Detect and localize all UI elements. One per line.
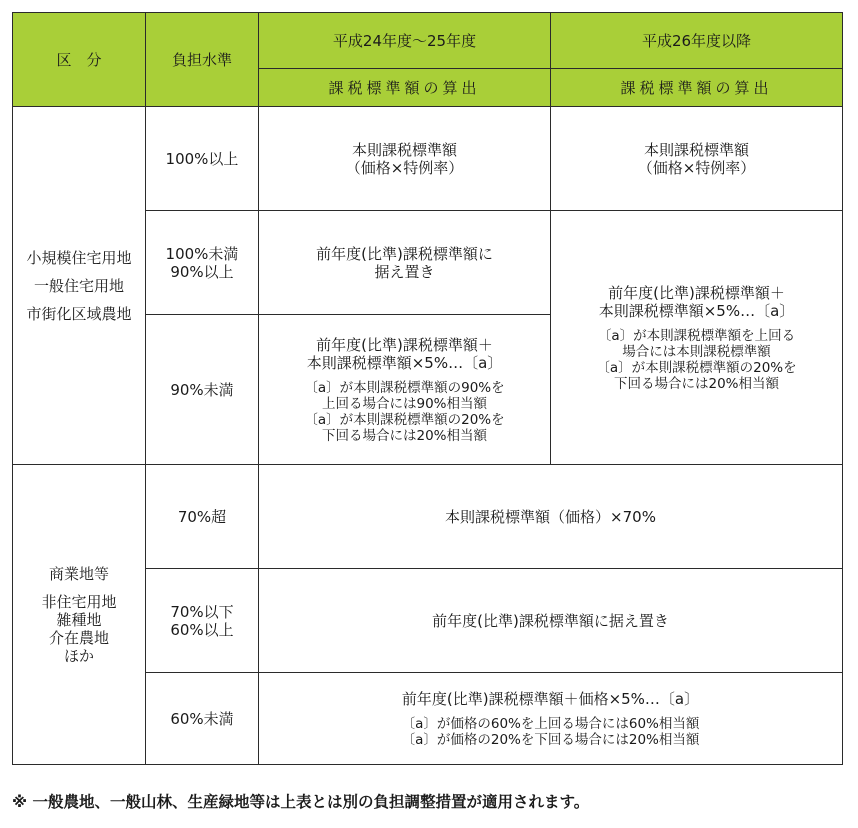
calc-text: 据え置き <box>374 262 435 281</box>
calc-note: 場合には本則課税標準額 <box>622 343 771 360</box>
burden-level-text: 90%未満 <box>170 380 234 399</box>
burden-level-cell <box>146 107 259 211</box>
calc-text: （価格×特例率） <box>345 158 464 177</box>
commercial-label: 介在農地 <box>48 628 109 647</box>
header-category-text: 区 分 <box>56 50 102 69</box>
calc-cell-p2-merged <box>551 211 843 465</box>
commercial-label: 商業地等 <box>48 564 109 583</box>
calc-text: （価格×特例率） <box>637 158 756 177</box>
calc-text: 本則課税標準額×5%…〔a〕 <box>598 301 795 320</box>
calc-text: 本則課税標準額 <box>643 140 749 159</box>
burden-level-cell <box>146 465 259 569</box>
header-category <box>13 13 146 107</box>
header-period-1 <box>259 13 551 69</box>
calc-cell-merged <box>259 673 843 765</box>
calc-note: 〔a〕が本則課税標準額の20%を <box>304 411 505 428</box>
calc-note: 〔a〕が本則課税標準額の20%を <box>596 359 797 376</box>
calc-cell-merged <box>259 465 843 569</box>
residential-category-cell <box>13 107 146 465</box>
calc-text: 前年度(比準)課税標準額＋価格×5%…〔a〕 <box>401 689 700 708</box>
calc-cell-merged <box>259 569 843 673</box>
residential-label: 小規模住宅用地 <box>26 248 132 267</box>
header-calc-2-text: 課税標準額の算出 <box>620 78 773 97</box>
burden-level-text: 100%以上 <box>165 149 239 168</box>
calc-note: 上回る場合には90%相当額 <box>321 395 487 412</box>
spacer <box>13 583 145 593</box>
residential-label: 一般住宅用地 <box>33 276 124 295</box>
burden-level-cell <box>146 315 259 465</box>
calc-text: 本則課税標準額×5%…〔a〕 <box>306 353 503 372</box>
commercial-label: 非住宅用地 <box>41 592 117 611</box>
calc-cell-p2 <box>551 107 843 211</box>
calc-text: 前年度(比準)課税標準額＋ <box>608 283 785 302</box>
header-period-1-text: 平成24年度～25年度 <box>332 31 477 50</box>
header-calc-1 <box>259 69 551 107</box>
calc-note: 〔a〕が価格の60%を上回る場合には60%相当額 <box>401 715 700 732</box>
calc-cell-p1 <box>259 107 551 211</box>
calc-text: 本則課税標準額 <box>351 140 457 159</box>
burden-level-text: 70%超 <box>177 507 227 526</box>
header-burden-level-text: 負担水準 <box>171 50 232 69</box>
burden-level-text: 70%以下 <box>170 602 234 621</box>
header-period-2 <box>551 13 843 69</box>
calc-note: 〔a〕が本則課税標準額の90%を <box>304 379 505 396</box>
commercial-category-cell <box>13 465 146 765</box>
commercial-label: ほか <box>63 646 94 665</box>
spacer <box>551 320 842 328</box>
burden-level-cell <box>146 673 259 765</box>
calc-text: 前年度(比準)課税標準額に据え置き <box>432 611 669 630</box>
spacer <box>259 372 550 380</box>
header-calc-2 <box>551 69 843 107</box>
commercial-label: 雑種地 <box>56 610 102 629</box>
burden-level-text: 60%未満 <box>170 709 234 728</box>
calc-text: 前年度(比準)課税標準額に <box>316 244 493 263</box>
header-calc-1-text: 課税標準額の算出 <box>328 78 481 97</box>
header-burden-level <box>146 13 259 107</box>
spacer <box>13 267 145 277</box>
spacer <box>13 295 145 305</box>
calc-note: 〔a〕が本則課税標準額を上回る <box>597 327 796 344</box>
residential-label: 市街化区域農地 <box>26 304 132 323</box>
burden-level-text: 60%以上 <box>170 620 234 639</box>
calc-note: 下回る場合には20%相当額 <box>613 375 779 392</box>
burden-level-text: 100%未満 <box>165 244 239 263</box>
spacer <box>259 708 842 716</box>
header-period-2-text: 平成26年度以降 <box>641 31 752 50</box>
burden-level-cell <box>146 211 259 315</box>
footnote: ※ 一般農地、一般山林、生産緑地等は上表とは別の負担調整措置が適用されます。 <box>12 793 590 811</box>
burden-level-text: 90%以上 <box>170 262 234 281</box>
calc-cell-p1 <box>259 315 551 465</box>
calc-text: 前年度(比準)課税標準額＋ <box>316 335 493 354</box>
calc-note: 〔a〕が価格の20%を下回る場合には20%相当額 <box>401 731 700 748</box>
burden-level-cell <box>146 569 259 673</box>
tax-calculation-table <box>12 12 843 765</box>
calc-cell-p1 <box>259 211 551 315</box>
calc-text: 本則課税標準額（価格）×70% <box>445 507 656 526</box>
calc-note: 下回る場合には20%相当額 <box>321 427 487 444</box>
